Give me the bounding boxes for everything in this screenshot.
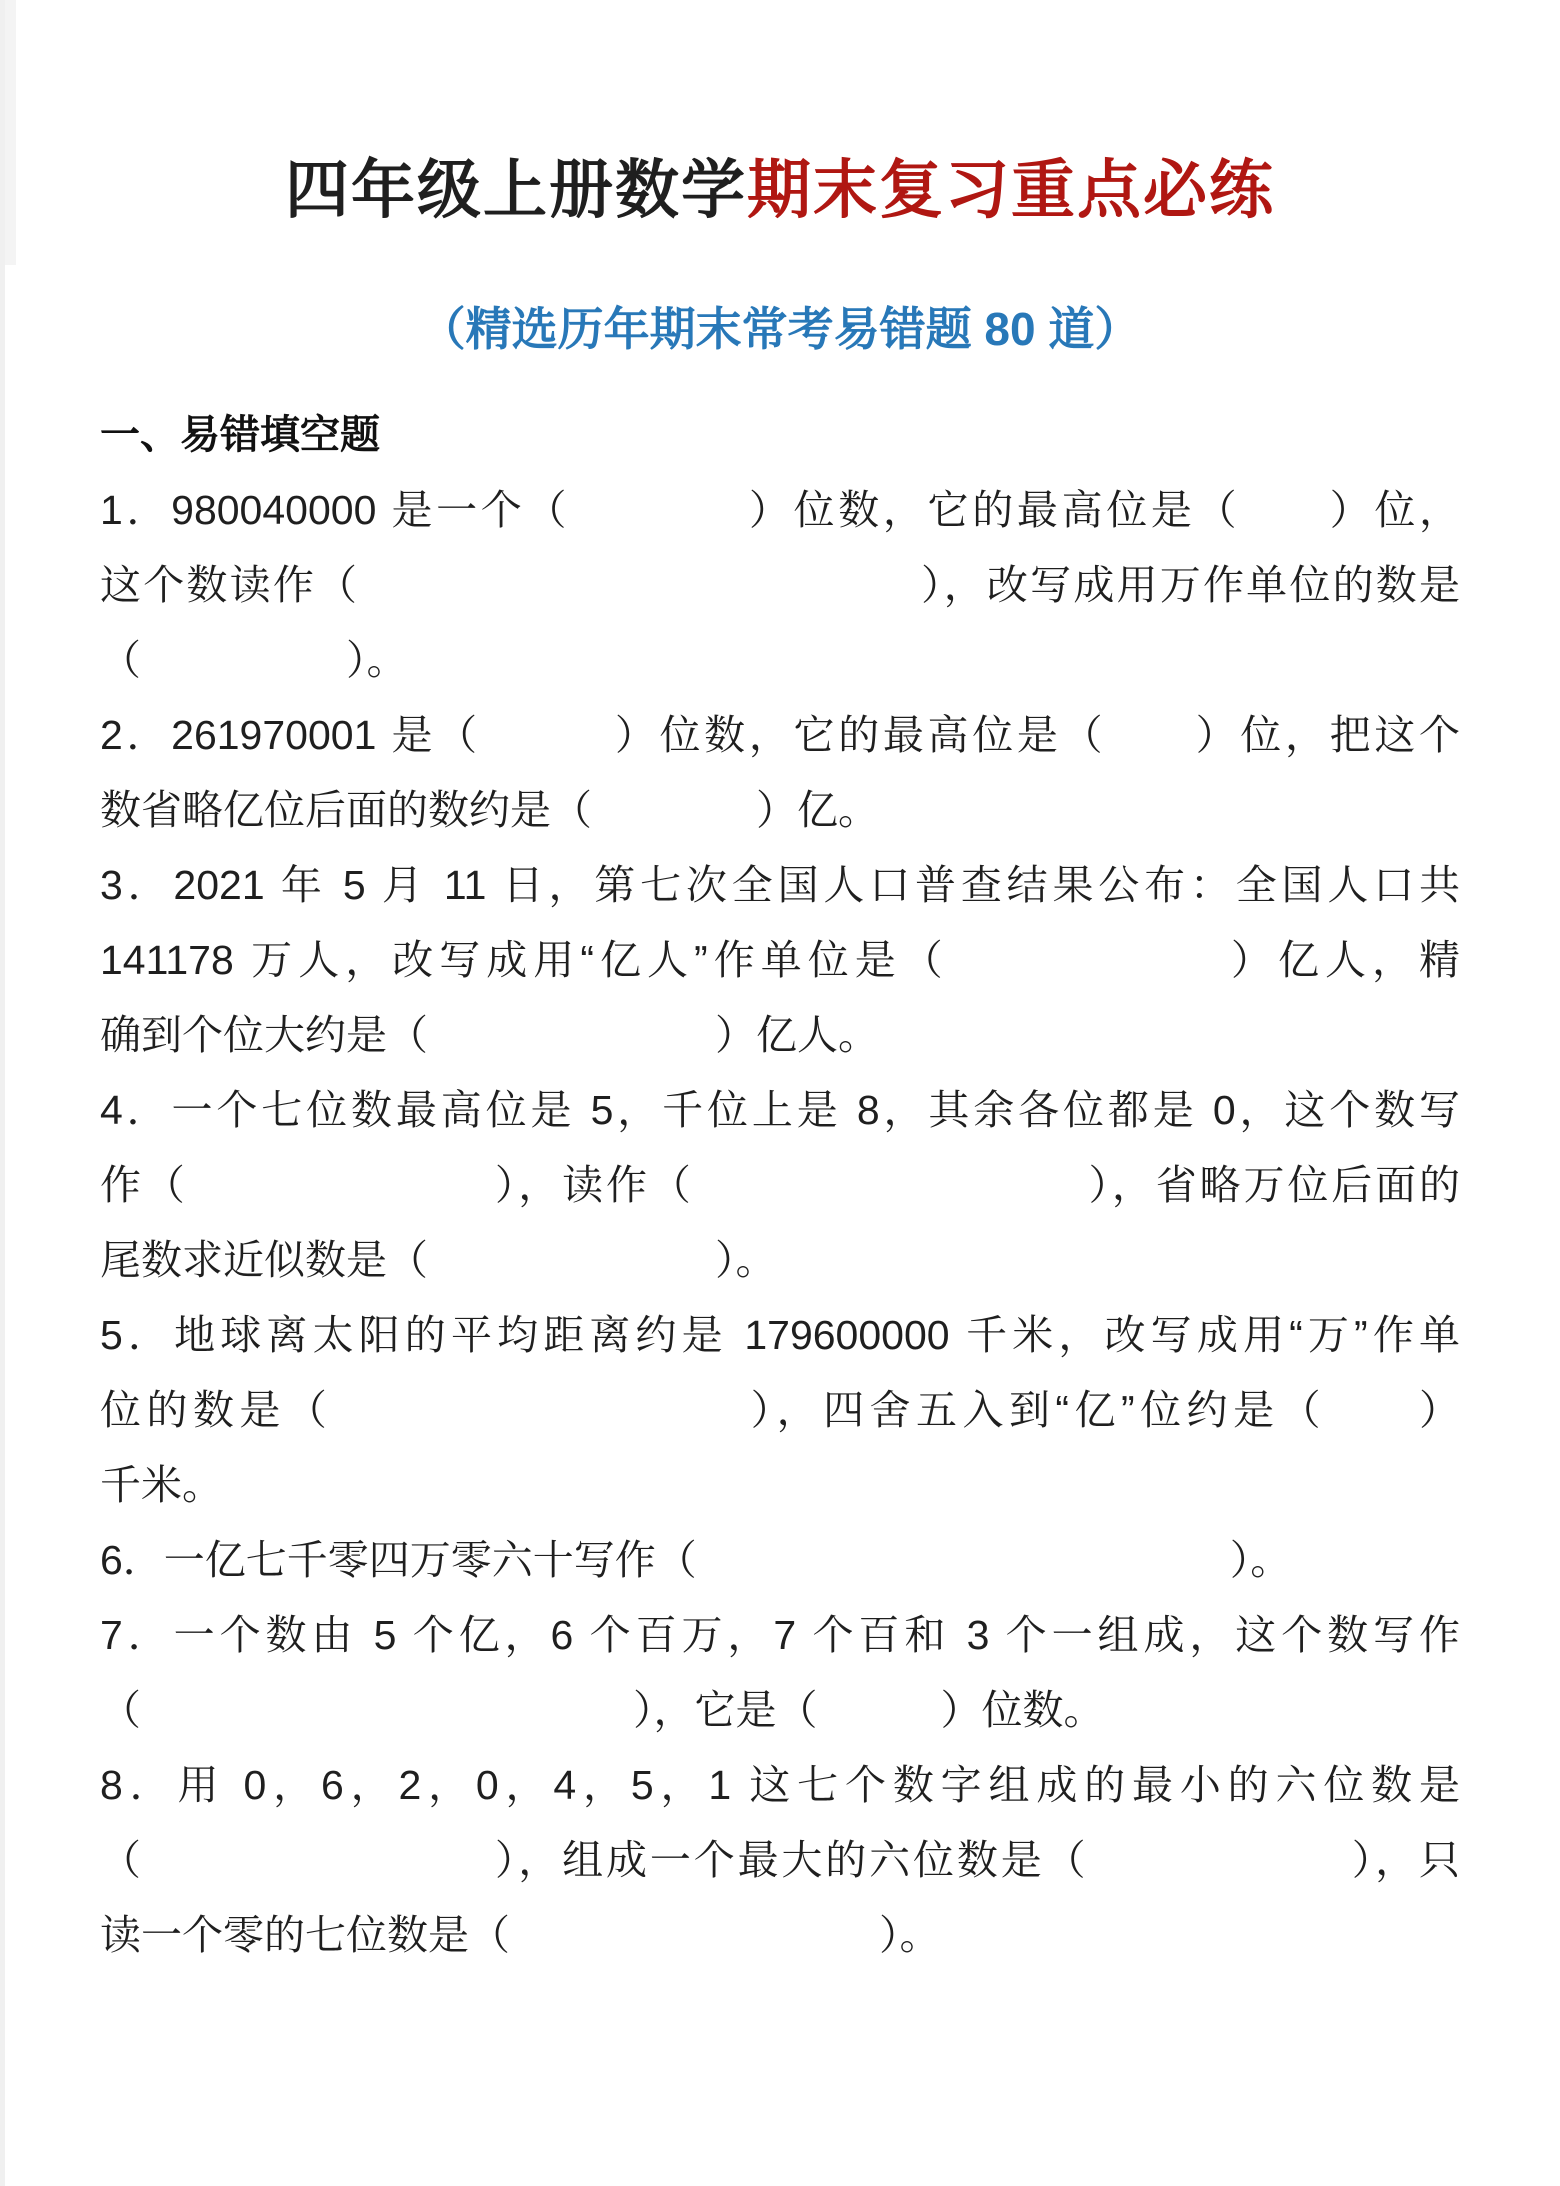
question-6 [100, 1523, 1460, 1598]
question-line: 2．261970001 是（ ）位数，它的最高位是（ ）位，把这个 [100, 712, 1460, 758]
question-line: 位的数是（ ），四舍五入到“亿”位约是（ ） [100, 1387, 1460, 1433]
question-8 [100, 1748, 1460, 1973]
question-line: 8．用 0，6，2，0，4，5，1 这七个数字组成的最小的六位数是 [100, 1762, 1460, 1808]
question-2 [100, 698, 1460, 848]
question-line: （ ）。 [100, 637, 408, 683]
question-line: 这个数读作（ ），改写成用万作单位的数是 [100, 562, 1460, 608]
worksheet-body [100, 398, 1460, 1973]
question-line: 5．地球离太阳的平均距离约是 179600000 千米，改写成用“万”作单 [100, 1312, 1460, 1358]
question-line: 作（ ），读作（ ），省略万位后面的 [100, 1162, 1460, 1208]
page-title-red-part: 期末复习重点必练 [747, 154, 1275, 226]
page-subtitle: （精选历年期末常考易错题 80 道） [419, 303, 1141, 355]
question-3 [100, 848, 1460, 1073]
question-line: 尾数求近似数是（ ）。 [100, 1237, 777, 1283]
question-line: 数省略亿位后面的数约是（ ）亿。 [100, 787, 879, 833]
question-line: （ ），组成一个最大的六位数是（ ），只 [100, 1837, 1460, 1883]
question-line: 6．一亿七千零四万零六十写作（ ）。 [100, 1537, 1292, 1583]
question-1 [100, 473, 1460, 698]
question-line: 3．2021 年 5 月 11 日，第七次全国人口普查结果公布：全国人口共 [100, 862, 1460, 908]
question-7 [100, 1598, 1460, 1748]
question-5 [100, 1298, 1460, 1523]
question-4 [100, 1073, 1460, 1298]
question-line: 确到个位大约是（ ）亿人。 [100, 1012, 879, 1058]
page-title-black-part: 四年级上册数学 [285, 154, 747, 226]
question-line: 7．一个数由 5 个亿，6 个百万，7 个百和 3 个一组成，这个数写作 [100, 1612, 1460, 1658]
question-line: 1．980040000 是一个（ ）位数，它的最高位是（ ）位， [100, 487, 1460, 533]
question-line: 141178 万人，改写成用“亿人”作单位是（ ）亿人，精 [100, 937, 1460, 983]
page-title [0, 150, 1560, 230]
question-line: 4．一个七位数最高位是 5，千位上是 8，其余各位都是 0，这个数写 [100, 1087, 1460, 1133]
page-scan-edge-left [0, 0, 5, 2186]
question-line: 读一个零的七位数是（ ）。 [100, 1912, 941, 1958]
question-line: 千米。 [100, 1462, 223, 1508]
question-line: （ ），它是（ ）位数。 [100, 1687, 1105, 1733]
section-heading: 一、易错填空题 [100, 413, 380, 457]
